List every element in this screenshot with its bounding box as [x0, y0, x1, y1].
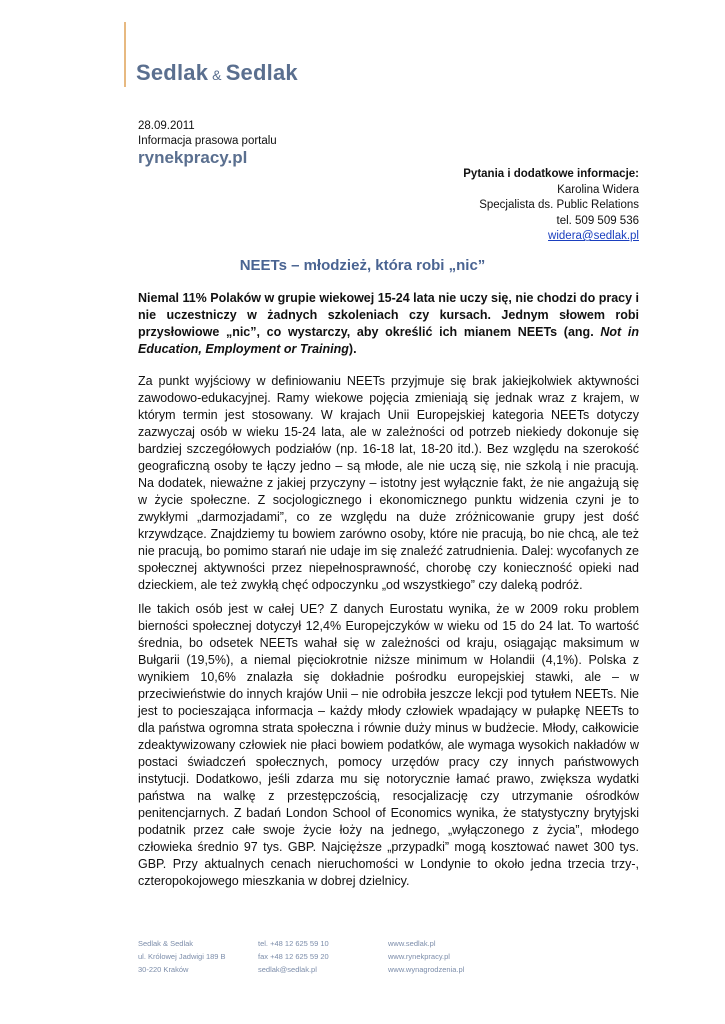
- lead-text: Niemal 11% Polaków w grupie wiekowej 15-24 lata nie uczy się, nie chodzi do pracy i nie uczestniczy w żadnych szkoleniach czy kursach. Jednym słowem robi przysłowiowe „nic”, co wystarczy, aby określić ich mianem NEETs (ang.: [138, 291, 639, 339]
- logo-word-1: Sedlak: [136, 60, 209, 85]
- article-title: NEETs – młodzież, która robi „nic”: [239, 257, 486, 274]
- footer-street: ul. Królowej Jadwigi 189 B: [138, 952, 226, 961]
- footer-site-sedlak: www.sedlak.pl: [388, 939, 436, 948]
- logo-ampersand: &: [212, 67, 222, 83]
- footer-websites: [388, 937, 464, 976]
- lead-italic-term: Not in Education, Employment or Training: [138, 325, 639, 356]
- article-paragraph-1: Za punkt wyjściowy w definiowaniu NEETs przyjmuje się brak jakiejkolwiek aktywności zawodowo-edukacyjnej. Ramy wiekowe pojęcia zmieniają się jednak wraz z krajem, w którym termin jest stosowany. W krajach Unii Europejskiej kategoria NEETs dotyczy zazwyczaj osób w wieku 15-24 lata, ale w zależności od potrzeb niekiedy dokonuje się bardziej szczegółowych podziałów (np. 16-18 lat, 18-20 itd.). Bez względu na szerokość geograficzną osoby te łączy jedno – są młode, ale nie uczą się, nie szkolą i nie pracują. Na dodatek, nieważne z jakiej przyczyny – istotny jest wyłącznie fakt, że nie angażują się w życie społeczne. Z socjologicznego i ekonomicznego punktu widzenia czyni je to zwykłymi „darmozjadami”, co ze względu na duże zróżnicowanie grupy jest dość krzywdzące. Znajdziemy tu bowiem zarówno osoby, które nie pracują, bo nie chcą, ale też nie pracują, bo pomimo starań nie udaje im się znaleźć zatrudnienia. Dalej: wycofanych ze społecznej aktywności przez niepełnosprawność, chorobę czy konieczność opieki nad dzieckiem, ale też zwykłą chęć odpoczynku „od wszystkiego” czy daleką podróż.: [138, 374, 639, 592]
- release-date: 28.09.2011: [138, 120, 195, 132]
- footer-company: Sedlak & Sedlak: [138, 939, 194, 948]
- logo-word-2: Sedlak: [225, 60, 298, 85]
- article-paragraph-2: Ile takich osób jest w całej UE? Z danych Eurostatu wynika, że w 2009 roku problem bierności społecznej dotyczył 12,4% Europejczyków w wieku od 15 do 24 lat. To wartość średnia, bo odsetek NEETs wahał się w zależności od kraju, osiągając maksimum w Bułgarii (19,5%), a niemal pięciokrotnie niższe minimum w Holandii (4,1%). Polska z wynikiem 10,6% znalazła się dokładnie pośrodku europejskiej stawki, ale – w przeciwieństwie do innych krajów Unii – nie odrobiła jeszcze lekcji pod tytułem NEETs. Nie jest to pocieszająca informacja – każdy młody człowiek wpadający w pułapkę NEETs to dla państwa ogromna strata społeczna i równie duży minus w budżecie. Młody, całkowicie zdeaktywizowany człowiek nie płaci bowiem podatków, ale wymaga wysokich nakładów w postaci świadczeń społecznych, pomocy urzędów pracy czy innych państwowych instytucji. Dodatkowo, jeśli zdarza mu się notorycznie łamać prawo, zwiększa wydatki państwa na walkę z przestępczością, resocjalizację czy utrzymanie ośrodków penitencjarnych. Z badań London School of Economics wynika, że statystyczny brytyjski podatnik przez całe swoje życie łoży na jednego, „wyłączonego z życia”, młodego człowieka średnio 97 tys. GBP. Najcięższe „przypadki” mogą kosztować nawet 300 tys. GBP. Przy aktualnych cenach nieruchomości w Londynie to około jedna trzecia trzy-, czteropokojowego mieszkania w dobrej dzielnicy.: [138, 602, 639, 888]
- footer-tel: tel. +48 12 625 59 10: [258, 939, 329, 948]
- footer-contacts: [258, 937, 329, 976]
- contact-heading: Pytania i dodatkowe informacje:: [463, 168, 639, 180]
- footer-city: 30-220 Kraków: [138, 965, 189, 974]
- footer-email: sedlak@sedlak.pl: [258, 965, 317, 974]
- footer-site-rynekpracy: www.rynekpracy.pl: [388, 952, 450, 961]
- contact-role: Specjalista ds. Public Relations: [479, 199, 639, 211]
- press-meta: [138, 119, 277, 149]
- contact-phone: tel. 509 509 536: [556, 214, 639, 227]
- release-info: Informacja prasowa portalu: [138, 135, 277, 147]
- company-logo: [136, 60, 298, 86]
- footer-address: [138, 937, 226, 976]
- footer-fax: fax +48 12 625 59 20: [258, 952, 329, 961]
- logo-accent-bar: [124, 22, 126, 87]
- lead-end: ).: [348, 342, 357, 356]
- contact-name: Karolina Widera: [557, 183, 639, 196]
- contact-block: [463, 167, 639, 245]
- footer-site-wynagrodzenia: www.wynagrodzenia.pl: [388, 965, 465, 974]
- article-lead: [138, 290, 639, 358]
- portal-name: rynekpracy.pl: [138, 148, 248, 167]
- contact-email-link[interactable]: widera@sedlak.pl: [548, 230, 639, 242]
